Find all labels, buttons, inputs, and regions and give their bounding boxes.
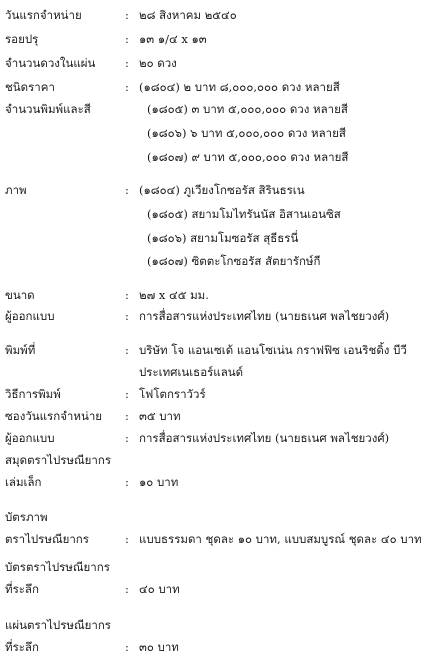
souvenir-sheet-label-b: ที่ระลึก [5, 640, 39, 654]
row-first-day [0, 5, 446, 25]
perforation-label: รอยปรุ [5, 32, 39, 46]
row-image-3 [0, 228, 446, 248]
colon: : [125, 309, 129, 323]
row-souvenir-card-a [0, 557, 446, 577]
designer-label: ผู้ออกแบบ [5, 309, 55, 323]
souvenir-card-value: ๔๐ บาท [139, 582, 180, 596]
perforation-value: ๑๓ ๑/๔ x ๑๓ [139, 32, 207, 46]
row-designer [0, 306, 446, 326]
row-souvenir-sheet-b [0, 637, 446, 657]
size-value: ๒๗ x ๔๕ มม. [139, 288, 209, 302]
row-souvenir-sheet-a [0, 615, 446, 635]
image-line-3: (๑๘๐๖) สยามโมซอรัส สุธีธรนี่ [147, 231, 299, 245]
denomination-label: ชนิดราคา [5, 80, 55, 94]
designer2-label: ผู้ออกแบบ [5, 431, 55, 445]
colon: : [125, 582, 129, 596]
image-label: ภาพ [5, 183, 27, 197]
stamps-per-sheet-value: ๒๐ ดวง [139, 56, 177, 70]
card-value: แบบธรรมดา ชุดละ ๑๐ บาท, แบบสมบูรณ์ ชุดละ ๔๐ บาท [139, 532, 422, 546]
colon: : [125, 640, 129, 654]
row-card-b [0, 529, 446, 549]
row-size [0, 285, 446, 305]
colon: : [125, 288, 129, 302]
row-method [0, 384, 446, 404]
row-album-a [0, 450, 446, 470]
image-line-2: (๑๘๐๕) สยามโมไทรันนัส อิสานเอนซิส [147, 207, 341, 221]
colon: : [125, 80, 129, 94]
card-label-b: ตราไปรษณียากร [5, 532, 89, 546]
row-print-quantity-2 [0, 123, 446, 143]
colon: : [125, 343, 129, 357]
designer-value: การสื่อสารแห่งประเทศไทย (นายธเนศ พลไชยวงศ์) [139, 309, 390, 323]
stamps-per-sheet-label: จำนวนดวงในแผ่น [5, 56, 96, 70]
row-souvenir-card-b [0, 579, 446, 599]
envelope-value: ๓๕ บาท [139, 409, 181, 423]
colon: : [125, 8, 129, 22]
souvenir-card-label-a: บัตรตราไปรษณียากร [5, 560, 110, 574]
method-value: โฟโตกราวัวร์ [139, 387, 206, 401]
souvenir-sheet-value: ๓๐ บาท [139, 640, 179, 654]
row-perforation [0, 29, 446, 49]
album-label-a: สมุดตราไปรษณียากร [5, 453, 112, 467]
image-line-1: (๑๘๐๔) ภูเวียงโกซอรัส สิรินธรเน [139, 183, 305, 197]
envelope-label: ซองวันแรกจำหน่าย [5, 409, 103, 423]
denomination-value: (๑๘๐๔) ๒ บาท ๘,๐๐๐,๐๐๐ ดวง หลายสี [139, 80, 340, 94]
row-card-a [0, 507, 446, 527]
colon: : [125, 409, 129, 423]
row-album-b [0, 472, 446, 492]
printer-label: พิมพ์ที่ [5, 343, 36, 357]
row-image [0, 180, 446, 200]
row-printer [0, 340, 446, 360]
print-quantity-line-1: (๑๘๐๕) ๓ บาท ๕,๐๐๐,๐๐๐ ดวง หลายสี [147, 102, 348, 116]
colon: : [125, 56, 129, 70]
first-day-value: ๒๘ สิงหาคม ๒๕๔๐ [139, 8, 237, 22]
album-label-b: เล่มเล็ก [5, 475, 42, 489]
row-print-quantity-3 [0, 147, 446, 167]
row-printer-2 [0, 362, 446, 382]
row-envelope [0, 406, 446, 426]
image-line-4: (๑๘๐๗) ซิตตะโกซอรัส สัตยารักษ์กี [147, 254, 321, 268]
colon: : [125, 431, 129, 445]
souvenir-sheet-label-a: แผ่นตราไปรษณียากร [5, 618, 111, 632]
printer-line-1: บริษัท โจ แอนเซเด้ แอนโซเน่น กราฟฟิซ เอนริชดิ้ง บีวี [139, 343, 407, 357]
colon: : [125, 32, 129, 46]
size-label: ขนาด [5, 288, 35, 302]
card-label-a: บัตรภาพ [5, 510, 48, 524]
row-image-4 [0, 251, 446, 271]
row-designer-2 [0, 428, 446, 448]
designer2-value: การสื่อสารแห่งประเทศไทย (นายธเนศ พลไชยวงศ์) [139, 431, 390, 445]
album-value: ๑๐ บาท [139, 475, 179, 489]
row-print-quantity [0, 99, 446, 119]
souvenir-card-label-b: ที่ระลึก [5, 582, 39, 596]
method-label: วิธีการพิมพ์ [5, 387, 61, 401]
row-denomination [0, 77, 446, 97]
printer-line-2: ประเทศเนเธอร์แลนด์ [139, 365, 244, 379]
colon: : [125, 387, 129, 401]
row-image-2 [0, 204, 446, 224]
row-stamps-per-sheet [0, 53, 446, 73]
print-quantity-line-3: (๑๘๐๗) ๙ บาท ๕,๐๐๐,๐๐๐ ดวง หลายสี [147, 150, 349, 164]
colon: : [125, 183, 129, 197]
colon: : [125, 475, 129, 489]
first-day-label: วันแรกจำหน่าย [5, 8, 82, 22]
print-quantity-label: จำนวนพิมพ์และสี [5, 102, 91, 116]
print-quantity-line-2: (๑๘๐๖) ๖ บาท ๕,๐๐๐,๐๐๐ ดวง หลายสี [147, 126, 346, 140]
colon: : [125, 532, 129, 546]
